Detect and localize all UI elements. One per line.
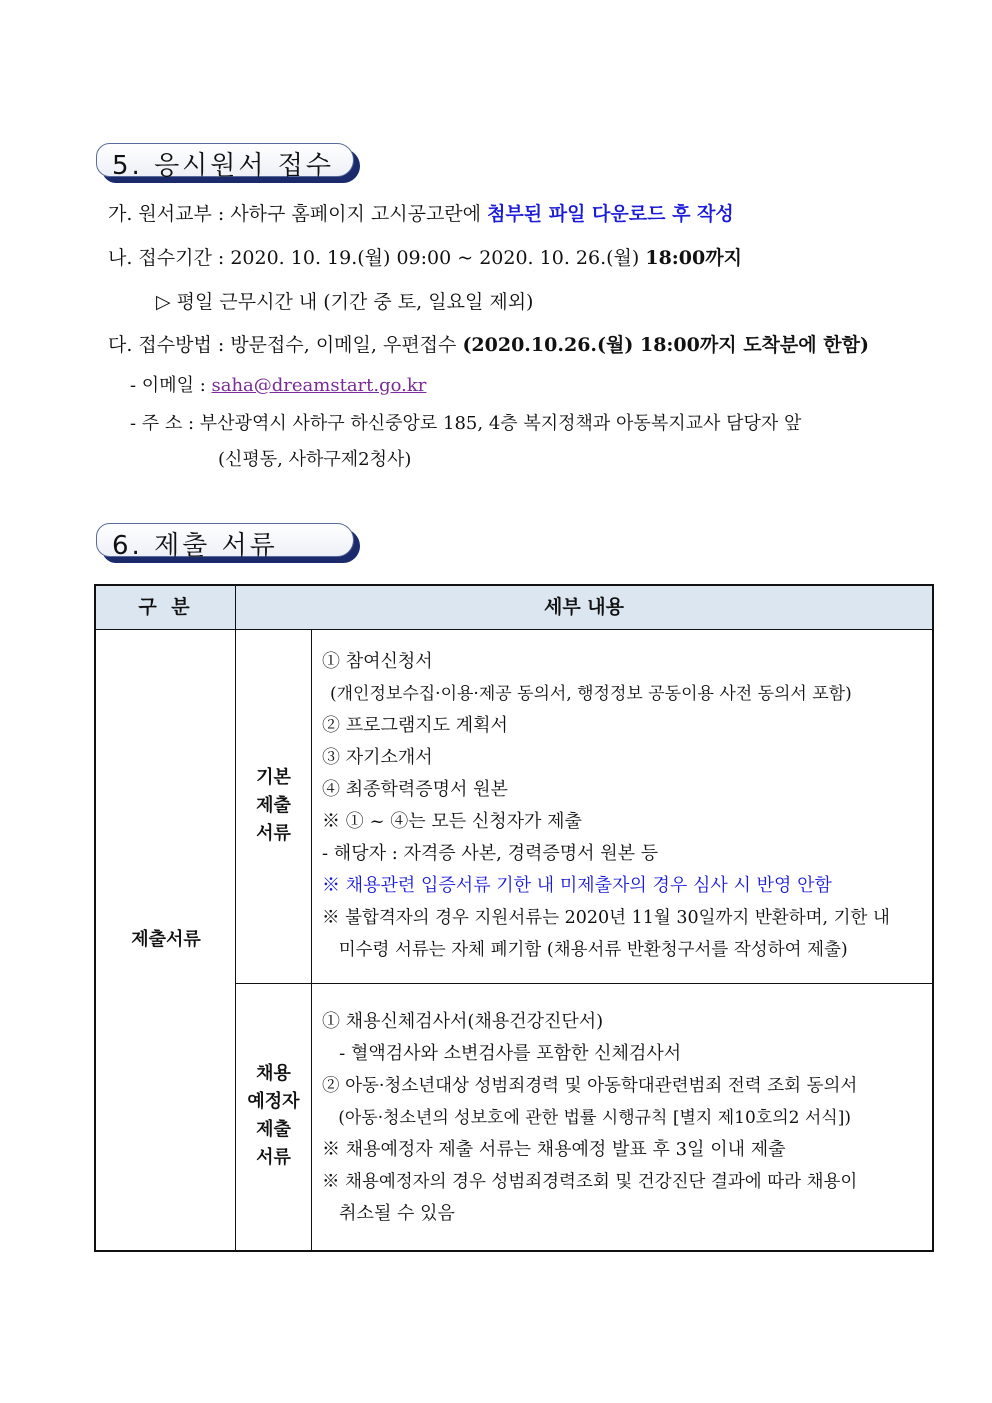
list-item: (개인정보수집·이용·제공 동의서, 행정정보 공동이용 사전 동의서 포함) <box>330 684 852 704</box>
application-method: 다. 접수방법 : 방문접수, 이메일, 우편접수 (2020.10.26.(월) 18:00까지 도착분에 한함) <box>108 334 869 356</box>
email-link[interactable]: saha@dreamstart.go.kr <box>211 375 427 396</box>
section-5-header <box>96 143 362 181</box>
list-item: ④ 최종학력증명서 원본 <box>322 779 508 800</box>
deadline-time: 18:00까지 <box>645 247 742 269</box>
address-line-1: - 주 소 : 부산광역시 사하구 하신중앙로 185, 4층 복지정책과 아동복지교사 담당자 앞 <box>130 413 802 434</box>
list-item: ② 아동·청소년대상 성범죄경력 및 아동학대관련범죄 전력 조회 동의서 <box>322 1076 858 1096</box>
list-item: ② 프로그램지도 계획서 <box>322 715 508 736</box>
category-label: 제출서류 <box>131 929 201 950</box>
list-item: 취소될 수 있음 <box>322 1203 455 1224</box>
section-6-header <box>96 523 362 561</box>
list-item: ※ ① ~ ④는 모든 신청자가 제출 <box>322 811 582 832</box>
list-item: ※ 채용예정자의 경우 성범죄경력조회 및 건강진단 결과에 따라 채용이 <box>322 1172 858 1192</box>
list-item: ① 채용신체검사서(채용건강진단서) <box>322 1011 604 1032</box>
period-note: ▷ 평일 근무시간 내 (기간 중 토, 일요일 제외) <box>156 291 534 313</box>
section-6-title: 6. 제출 서류 <box>112 531 278 561</box>
list-item: 미수령 서류는 자체 폐기함 (채용서류 반환청구서를 작성하여 제출) <box>322 940 848 960</box>
list-item: ※ 불합격자의 경우 지원서류는 2020년 11월 30일까지 반환하며, 기한 내 <box>322 908 890 928</box>
header-details: 세부 내용 <box>543 596 625 618</box>
group-candidate-label: 채용 예정자 제출 서류 <box>247 1063 300 1168</box>
application-period: 나. 접수기간 : 2020. 10. 19.(월) 09:00 ~ 2020. 10. 26.(월) 18:00까지 <box>108 247 742 269</box>
section-5-title: 5. 응시원서 접수 <box>112 151 335 181</box>
list-item: ③ 자기소개서 <box>322 747 433 768</box>
list-item-highlight: ※ 채용관련 입증서류 기한 내 미제출자의 경우 심사 시 반영 안함 <box>322 875 832 896</box>
list-item: - 해당자 : 자격증 사본, 경력증명서 원본 등 <box>322 843 659 864</box>
list-item: ① 참여신청서 <box>322 651 433 672</box>
application-distribution: 가. 원서교부 : 사하구 홈페이지 고시공고란에 첨부된 파일 다운로드 후 작성 <box>108 203 734 225</box>
list-item: ※ 채용예정자 제출 서류는 채용예정 발표 후 3일 이내 제출 <box>322 1139 786 1160</box>
email-line: - 이메일 : saha@dreamstart.go.kr <box>130 375 427 396</box>
list-item: - 혈액검사와 소변검사를 포함한 신체검사서 <box>322 1043 682 1064</box>
group-basic-label: 기본 제출 서류 <box>256 767 291 844</box>
list-item: (아동·청소년의 성보호에 관한 법률 시행규칙 [별지 제10호의2 서식]) <box>322 1108 851 1128</box>
download-instruction: 첨부된 파일 다운로드 후 작성 <box>487 203 734 225</box>
method-deadline: (2020.10.26.(월) 18:00까지 도착분에 한함) <box>462 334 869 356</box>
documents-table <box>94 584 934 1252</box>
address-line-2: (신평동, 사하구제2청사) <box>218 449 412 470</box>
header-category: 구 분 <box>138 596 194 618</box>
